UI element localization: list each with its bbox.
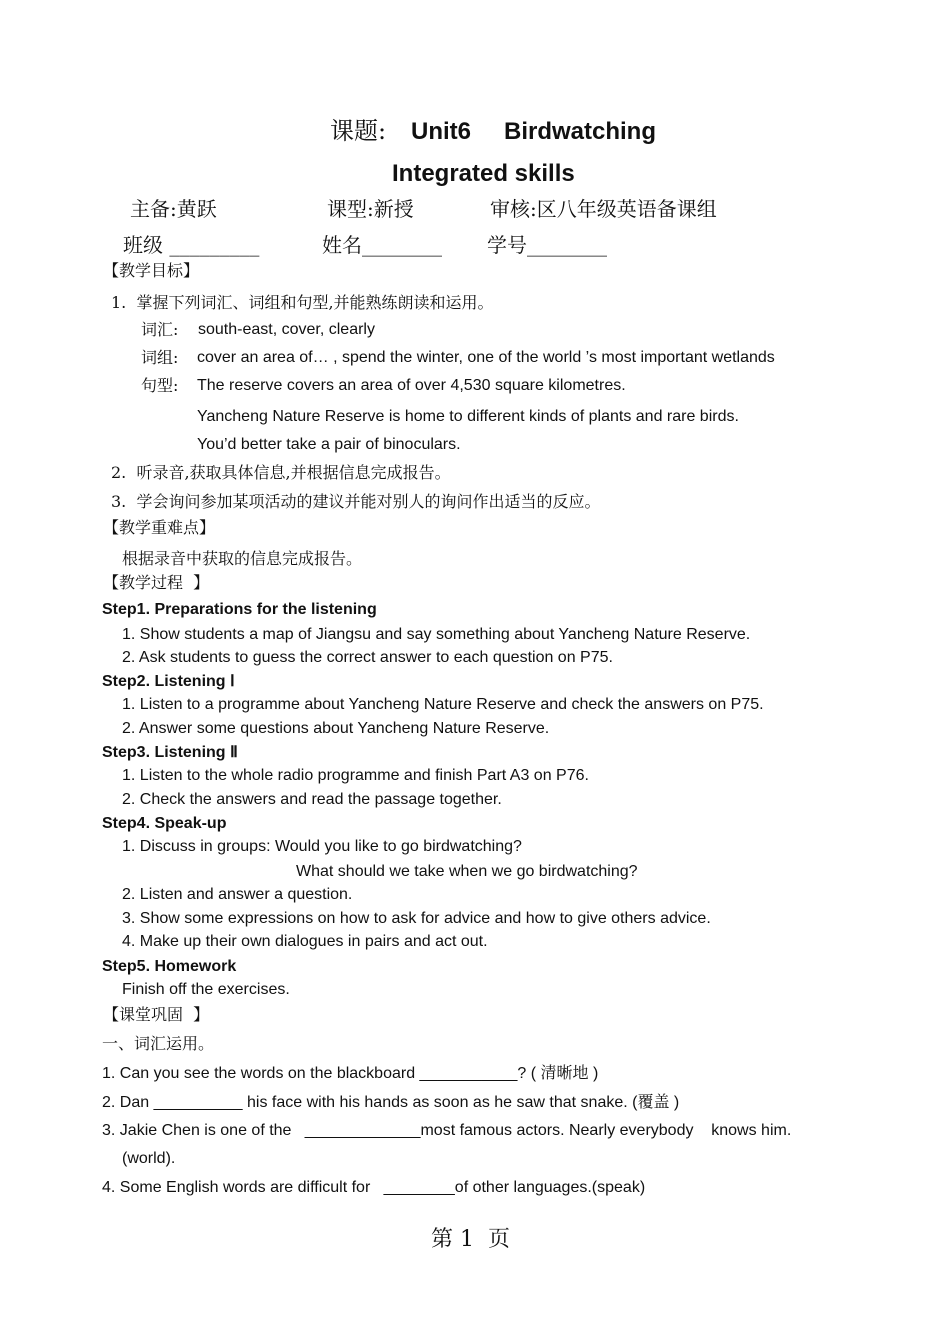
title-unit: Unit6 <box>411 118 471 145</box>
objective-item-3: 3. 学会询问参加某项活动的建议并能对别人的询问作出适当的反应。 <box>111 492 601 511</box>
step1-item-2: 2. Ask students to guess the correct answer to each question on P75. <box>122 649 613 666</box>
step3-item-2: 2. Check the answers and read the passage together. <box>122 791 502 808</box>
step4-item-2: 2. Listen and answer a question. <box>122 886 353 903</box>
step4-item-3: 3. Show some expressions on how to ask for advice and how to give others advice. <box>122 910 711 927</box>
practice-heading: 【课堂巩固 】 <box>103 1005 210 1024</box>
step4-title: Step4. Speak-up <box>102 815 227 832</box>
objectives-heading: 【教学目标】 <box>103 261 200 280</box>
question-3: 3. Jakie Chen is one of the _____________most famous actors. Nearly everybody knows him. <box>102 1122 792 1139</box>
process-heading: 【教学过程 】 <box>103 573 210 592</box>
phrase-label: 词组: <box>141 348 179 367</box>
objective-item-1: 1. 掌握下列词汇、词组和句型,并能熟练朗读和运用。 <box>111 293 494 312</box>
step3-title: Step3. Listening Ⅱ <box>102 744 238 761</box>
difficulty-text: 根据录音中获取的信息完成报告。 <box>122 549 363 568</box>
difficulty-heading: 【教学重难点】 <box>103 518 216 537</box>
step1-title: Step1. Preparations for the listening <box>102 601 377 618</box>
lesson-type: 课型:新授 <box>327 197 414 221</box>
page-number: 第 1 页 <box>431 1227 510 1252</box>
pattern-2: Yancheng Nature Reserve is home to different kinds of plants and rare birds. <box>197 408 739 425</box>
step2-item-2: 2. Answer some questions about Yancheng Nature Reserve. <box>122 720 550 737</box>
step2-title: Step2. Listening Ⅰ <box>102 673 235 690</box>
pattern-3: You’d better take a pair of binoculars. <box>197 436 461 453</box>
phrase-list: cover an area of… , spend the winter, one of the world ’s most important wetlands <box>197 349 775 366</box>
step5-item-1: Finish off the exercises. <box>122 981 290 998</box>
step3-item-1: 1. Listen to the whole radio programme and finish Part A3 on P76. <box>122 767 589 784</box>
number-field: 学号________ <box>487 233 607 257</box>
step1-item-1: 1. Show students a map of Jiangsu and say something about Yancheng Nature Reserve. <box>122 626 751 643</box>
title-label: 课题: <box>330 117 387 145</box>
objective-item-2: 2. 听录音,获取具体信息,并根据信息完成报告。 <box>111 463 451 482</box>
question-1: 1. Can you see the words on the blackboard ___________? ( 清晰地 ) <box>102 1065 599 1082</box>
step2-item-1: 1. Listen to a programme about Yancheng Nature Reserve and check the answers on P75. <box>122 696 764 713</box>
class-field: 班级 _________ <box>123 233 260 257</box>
title-topic: Birdwatching <box>504 118 657 145</box>
subtitle: Integrated skills <box>392 160 575 187</box>
question-3-cont: (world). <box>122 1150 176 1167</box>
vocab-list: south-east, cover, clearly <box>198 321 375 338</box>
pattern-label: 句型: <box>141 376 179 395</box>
step4-item-1-cont: What should we take when we go birdwatching? <box>296 863 638 880</box>
reviewer: 审核:区八年级英语备课组 <box>490 197 717 221</box>
step5-title: Step5. Homework <box>102 958 237 975</box>
name-field: 姓名________ <box>322 233 442 257</box>
vocab-label: 词汇: <box>141 320 179 339</box>
question-2: 2. Dan __________ his face with his hands as soon as he saw that snake. (覆盖 ) <box>102 1094 680 1111</box>
step4-item-4: 4. Make up their own dialogues in pairs and act out. <box>122 933 488 950</box>
practice-section-1: 一、词汇运用。 <box>102 1034 215 1053</box>
step4-item-1: 1. Discuss in groups: Would you like to go birdwatching? <box>122 838 522 855</box>
pattern-1: The reserve covers an area of over 4,530 square kilometres. <box>197 377 626 394</box>
preparer: 主备:黄跃 <box>130 197 217 221</box>
question-4: 4. Some English words are difficult for ________of other languages.(speak) <box>102 1179 646 1196</box>
